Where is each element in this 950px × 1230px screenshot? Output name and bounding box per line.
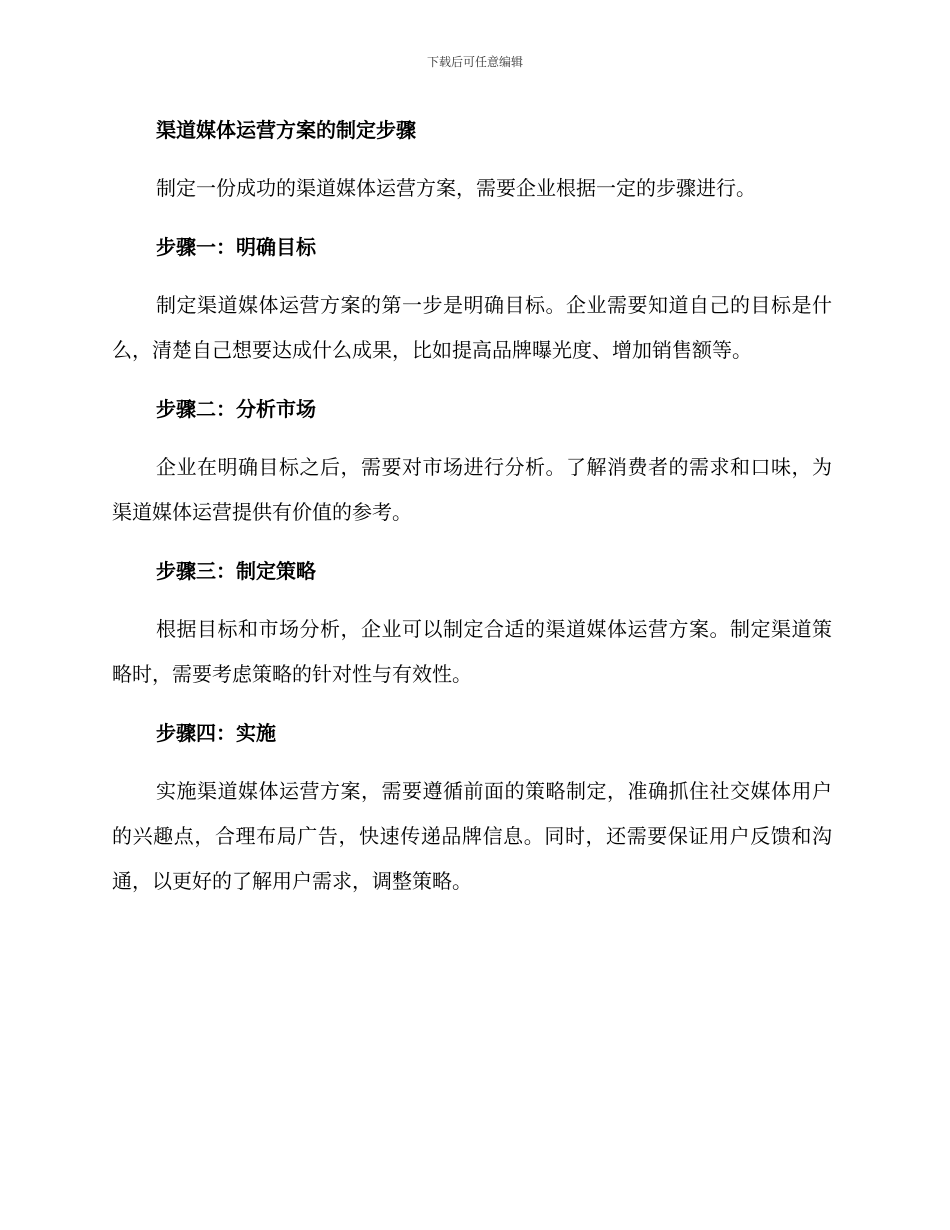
step-3-paragraph: 根据目标和市场分析，企业可以制定合适的渠道媒体运营方案。制定渠道策略时，需要考虑策略的针对性与有效性。 [112,617,832,686]
step-2-paragraph: 企业在明确目标之后，需要对市场进行分析。了解消费者的需求和口味，为渠道媒体运营提供有价值的参考。 [112,455,832,524]
step-1-heading: 步骤一：明确目标 [156,235,316,259]
document-body [112,108,832,918]
page-header-note: 下载后可任意编辑 [426,55,523,69]
step-1-paragraph: 制定渠道媒体运营方案的第一步是明确目标。企业需要知道自己的目标是什么，清楚自己想要达成什么成果，比如提高品牌曝光度、增加销售额等。 [112,293,832,362]
step-4-paragraph: 实施渠道媒体运营方案，需要遵循前面的策略制定，准确抓住社交媒体用户的兴趣点，合理布局广告，快速传递品牌信息。同时，还需要保证用户反馈和沟通，以更好的了解用户需求，调整策略。 [112,779,832,893]
intro-paragraph: 制定一份成功的渠道媒体运营方案，需要企业根据一定的步骤进行。 [156,176,756,200]
step-4-heading: 步骤四：实施 [156,721,276,745]
document-title: 渠道媒体运营方案的制定步骤 [156,118,416,142]
step-3-heading: 步骤三：制定策略 [156,559,316,583]
step-2-heading: 步骤二：分析市场 [156,397,316,421]
